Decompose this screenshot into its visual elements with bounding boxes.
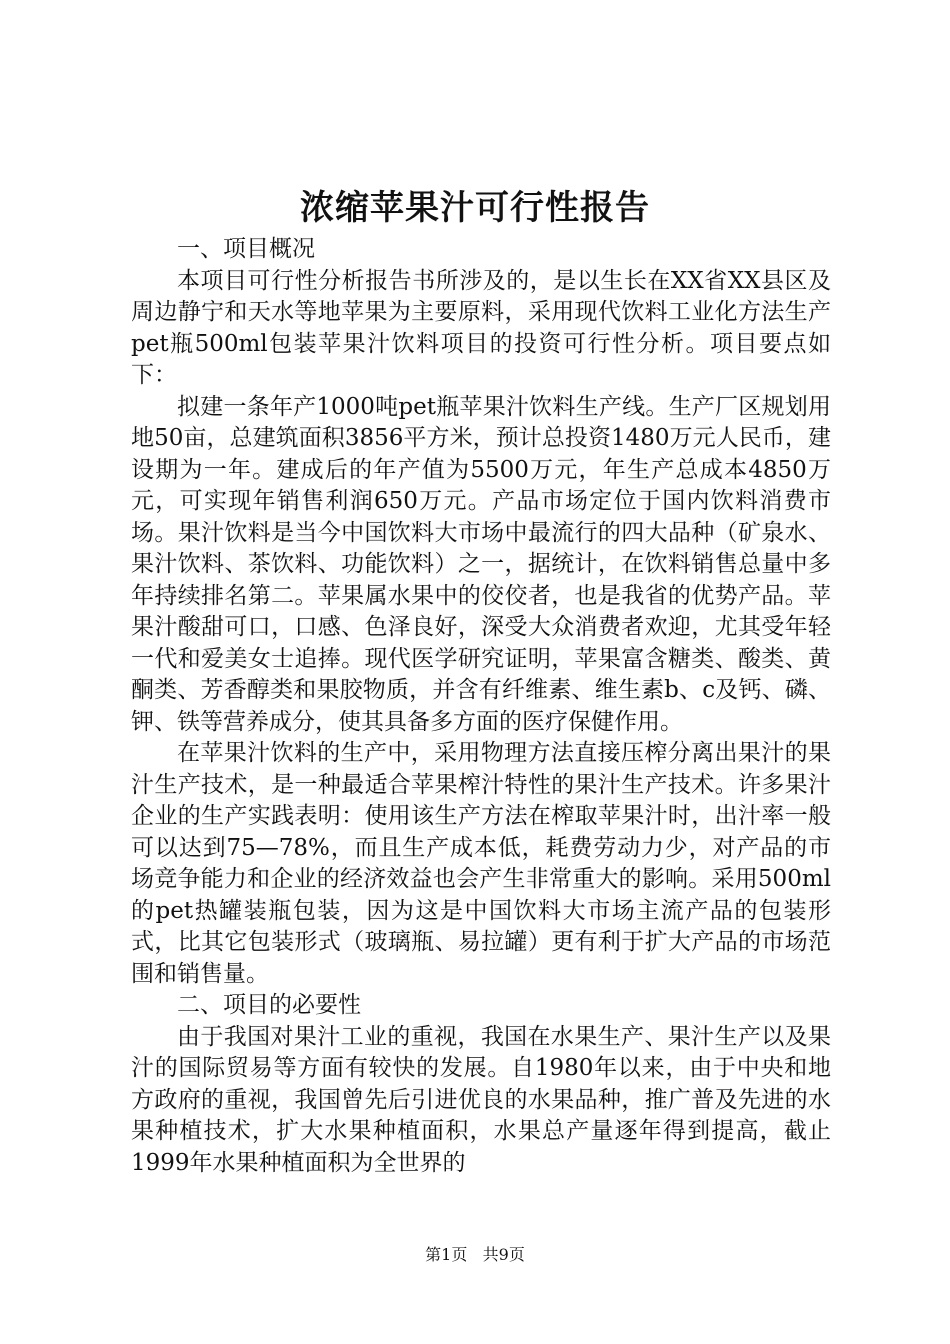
footer-spacer <box>472 1245 477 1264</box>
page-number: 第1页 <box>425 1245 468 1264</box>
page-total: 共9页 <box>482 1245 525 1264</box>
document-title: 浓缩苹果汁可行性报告 <box>300 188 650 228</box>
section-heading-necessity: 二、项目的必要性 <box>177 992 361 1018</box>
page-footer <box>0 1245 950 1265</box>
paragraph: 本项目可行性分析报告书所涉及的，是以生长在XX省XX县区及周边静宁和天水等地苹果为主要原料，采用现代饮料工业化方法生产pet瓶500ml包装苹果汁饮料项目的投资可行性分析。项目要点如下： <box>131 267 831 388</box>
document-body <box>131 234 831 1179</box>
paragraph: 在苹果汁饮料的生产中，采用物理方法直接压榨分离出果汁的果汁生产技术，是一种最适合苹果榨汁特性的果汁生产技术。许多果汁企业的生产实践表明：使用该生产方法在榨取苹果汁时，出汁率一般可以达到75—78%，而且生产成本低，耗费劳动力少，对产品的市场竞争能力和企业的经济效益也会产生非常重大的影响。采用500ml的pet热罐装瓶包装，因为这是中国饮料大市场主流产品的包装形式，比其它包装形式（玻璃瓶、易拉罐）更有利于扩大产品的市场范围和销售量。 <box>131 740 831 987</box>
paragraph: 拟建一条年产1000吨pet瓶苹果汁饮料生产线。生产厂区规划用地50亩，总建筑面积3856平方米，预计总投资1480万元人民币，建设期为一年。建成后的年产值为5500万元，年生产总成本4850万元，可实现年销售利润650万元。产品市场定位于国内饮料消费市场。果汁饮料是当今中国饮料大市场中最流行的四大品种（矿泉水、果汁饮料、茶饮料、功能饮料）之一，据统计，在饮料销售总量中多年持续排名第二。苹果属水果中的佼佼者，也是我省的优势产品。苹果汁酸甜可口，口感、色泽良好，深受大众消费者欢迎，尤其受年轻一代和爱美女士追捧。现代医学研究证明，苹果富含糖类、酸类、黄酮类、芳香醇类和果胶物质，并含有纤维素、维生素b、c及钙、磷、钾、铁等营养成分，使其具备多方面的医疗保健作用。 <box>131 393 831 735</box>
section-heading-overview: 一、项目概况 <box>177 236 315 262</box>
paragraph: 由于我国对果汁工业的重视，我国在水果生产、果汁生产以及果汁的国际贸易等方面有较快的发展。自1980年以来，由于中央和地方政府的重视，我国曾先后引进优良的水果品种，推广普及先进的水果种植技术，扩大水果种植面积，水果总产量逐年得到提高，截止1999年水果种植面积为全世界的 <box>131 1023 831 1176</box>
